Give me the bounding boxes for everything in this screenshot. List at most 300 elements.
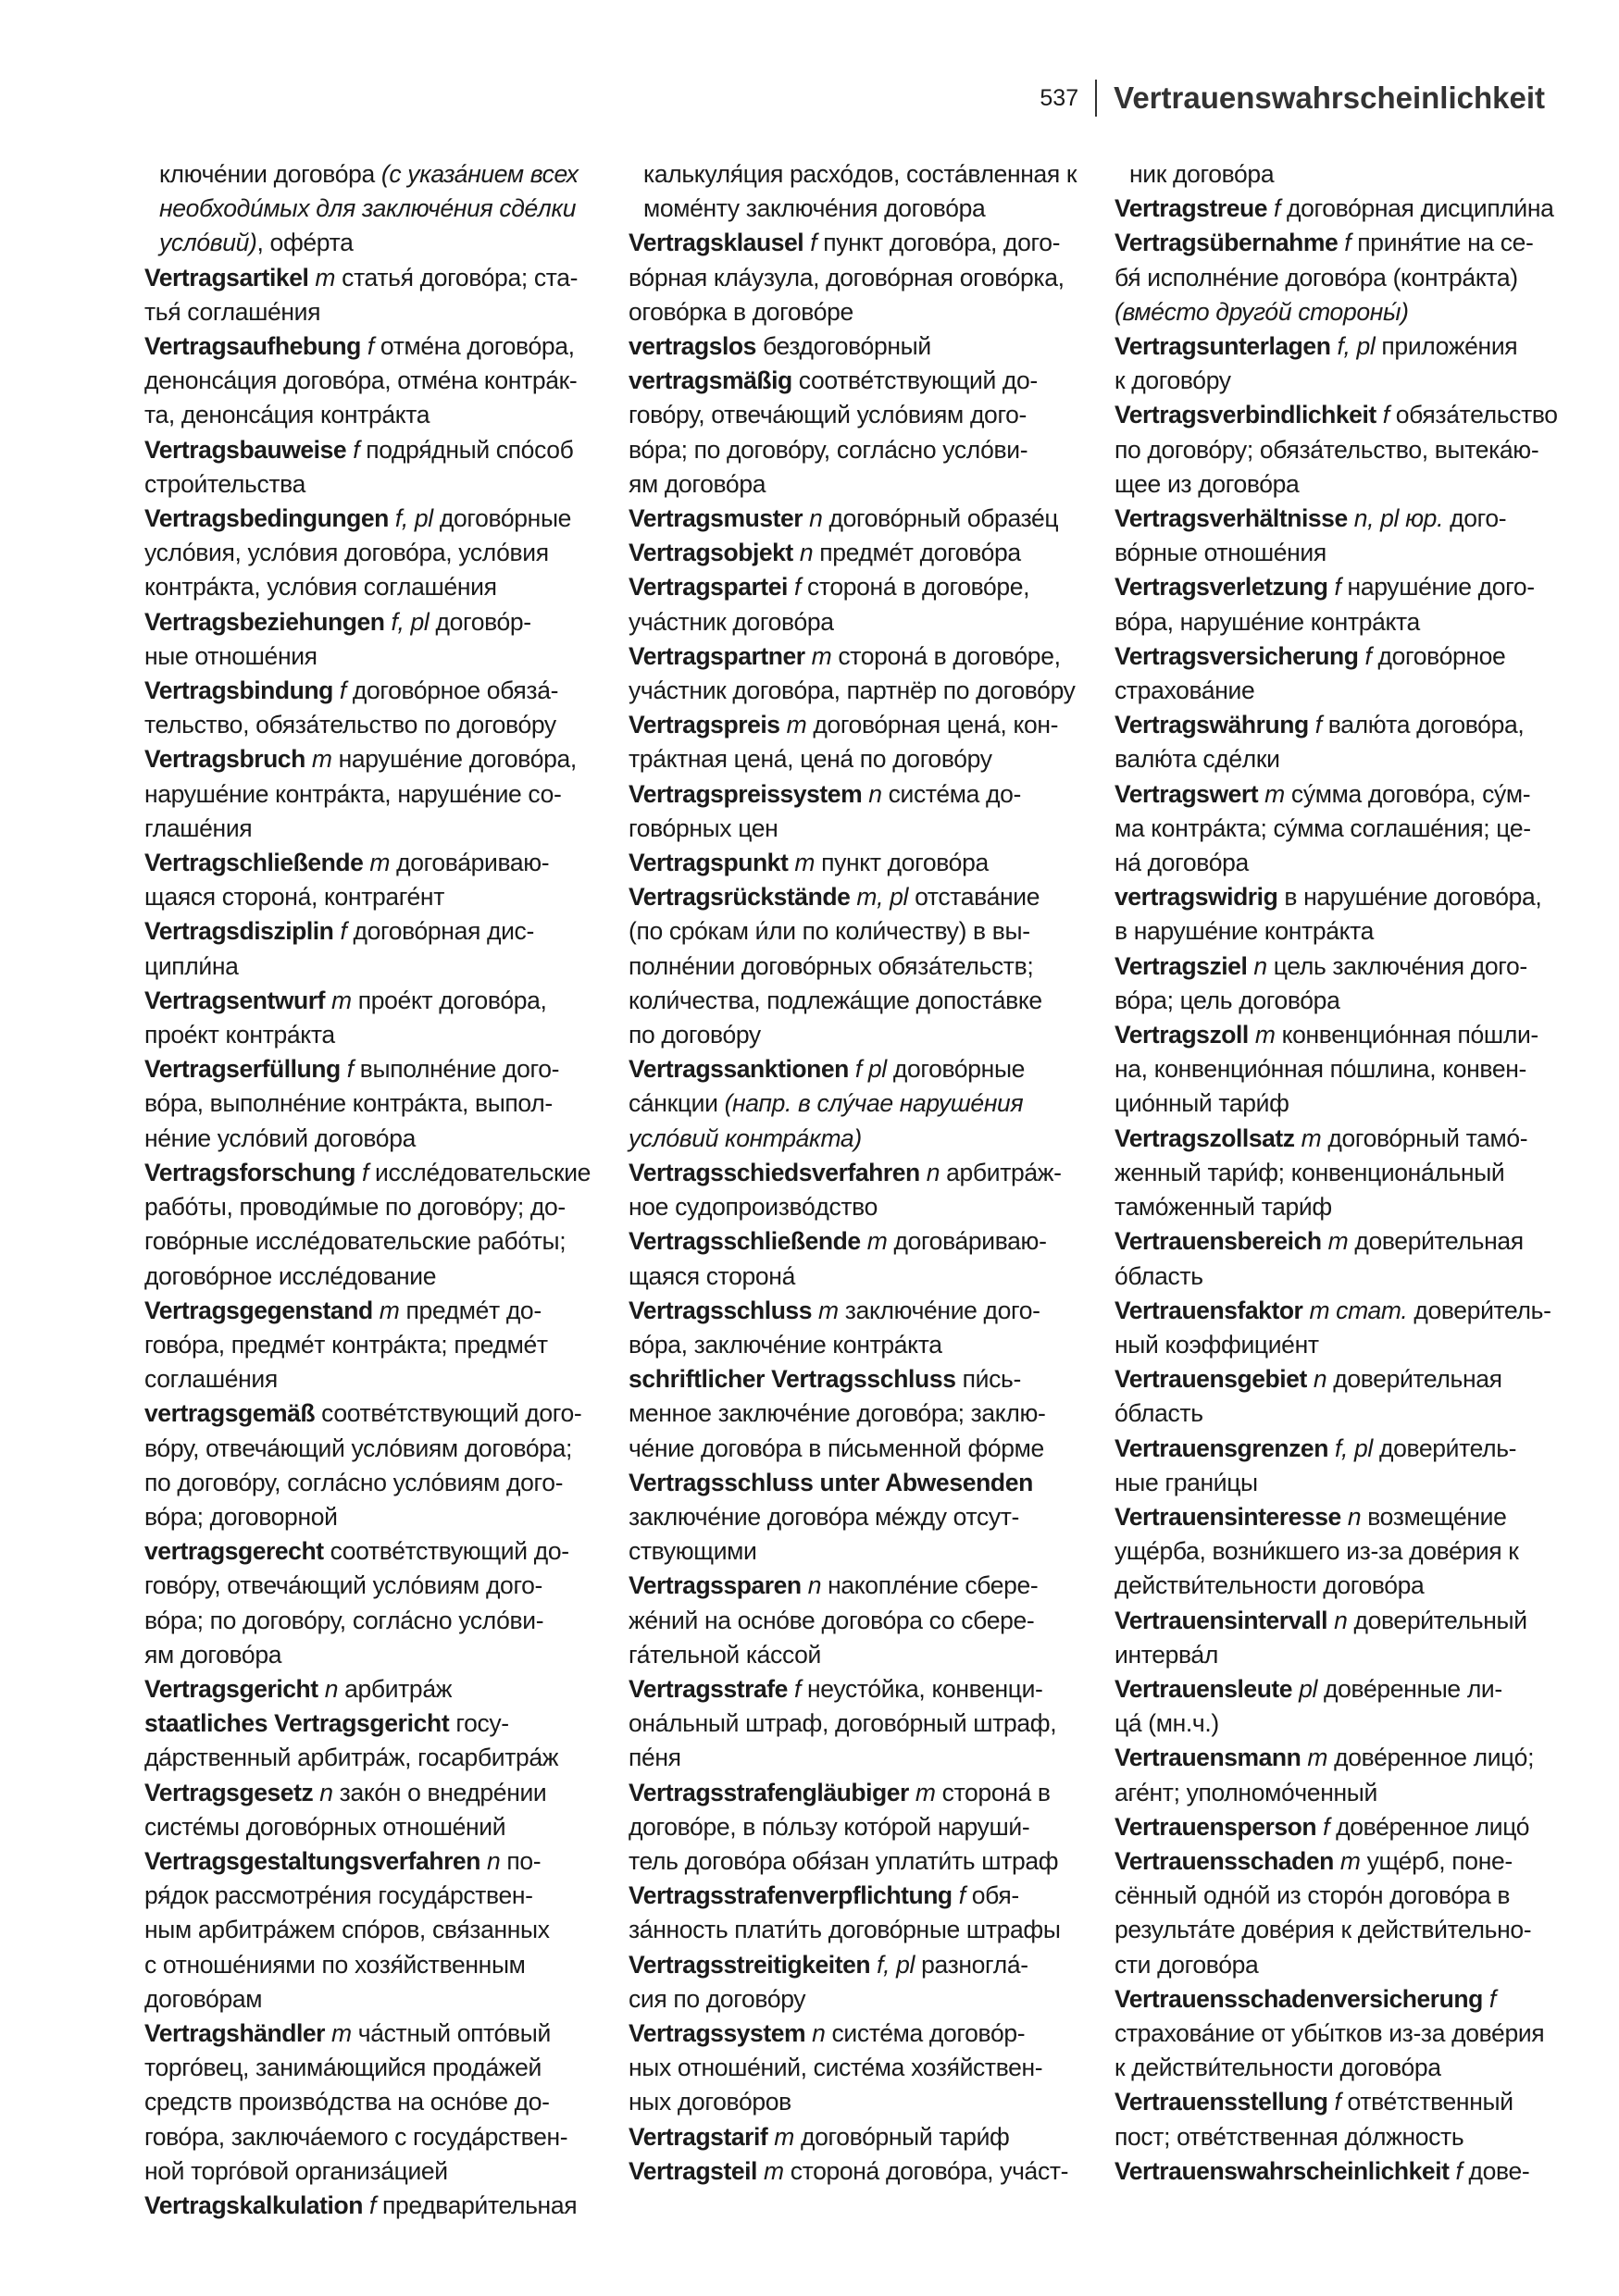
definition-text: догово́рная цена́, кон- xyxy=(806,711,1059,739)
definition-text: моме́нту заключе́ния догово́ра xyxy=(643,194,986,223)
grammar-label: n xyxy=(1347,1502,1362,1531)
definition-text: ный коэффицие́нт xyxy=(1115,1330,1319,1359)
definition-text: предвари́тельная xyxy=(375,2191,578,2219)
dictionary-entry xyxy=(629,1569,1077,1672)
definition-text: догово́рная дисципли́на xyxy=(1280,194,1554,223)
dictionary-entry xyxy=(629,639,1077,708)
definition-text: во́рная кла́узула, догово́рная огово́рка, xyxy=(629,263,1065,292)
definition-text: предме́т догово́ра xyxy=(813,539,1021,567)
grammar-label: m xyxy=(811,641,832,670)
dictionary-entry xyxy=(144,1776,593,1844)
headword: Vertragsschließende xyxy=(629,1227,861,1256)
definition-text: полне́нии догово́рных обяза́тельств; xyxy=(629,951,1034,980)
definition-text: тра́ктная цена́, цена́ по догово́ру xyxy=(629,745,992,774)
definition-text: строи́тельства xyxy=(144,469,305,498)
dictionary-entry xyxy=(144,1534,593,1672)
definition-text: же́ний на осно́ве догово́ра со сбере- xyxy=(629,1606,1035,1634)
headword: Vertrauensschaden xyxy=(1115,1846,1334,1875)
definition-text: во́ру, отвеча́ющий усло́виям догово́ра; xyxy=(144,1433,573,1462)
definition-text: гово́ра, заключа́емого с госуда́рствен- xyxy=(144,2122,568,2151)
definition-text: ря́док рассмотре́ния госуда́рствен- xyxy=(144,1881,533,1910)
grammar-label: f xyxy=(1382,401,1389,429)
definition-text: догово́р- xyxy=(429,607,531,636)
headword: Vertragspreissystem xyxy=(629,779,863,808)
definition-text: да́рственный арбитра́ж, госарбитра́ж xyxy=(144,1744,559,1772)
definition-text: глаше́ния xyxy=(144,813,253,842)
definition-text: щаяся сторона́, контраге́нт xyxy=(144,883,444,912)
grammar-label: f xyxy=(361,1158,368,1186)
definition-text: пост; отве́тственная до́лжность xyxy=(1115,2122,1464,2151)
definition-text: гово́ру, отвеча́ющий усло́виям дого- xyxy=(629,401,1027,429)
header-divider xyxy=(1095,80,1097,117)
dictionary-entry xyxy=(144,846,593,914)
dictionary-entry xyxy=(629,1052,1077,1156)
headword: Vertragsgericht xyxy=(144,1674,318,1703)
definition-text: гово́рных цен xyxy=(629,813,778,842)
headword: Vertragsgegenstand xyxy=(144,1296,373,1324)
definition-text: пи́сь- xyxy=(955,1365,1021,1394)
dictionary-entry xyxy=(1115,1810,1563,1844)
definition-text: ма контра́кта; су́мма соглаше́ния; це- xyxy=(1115,813,1531,842)
definition-text: отме́на догово́ра, xyxy=(373,332,575,361)
definition-text: систе́ма догово́р- xyxy=(825,2018,1026,2047)
headword: Vertragsbeziehungen xyxy=(144,607,385,636)
headword: vertragsmäßig xyxy=(629,366,792,395)
grammar-label: f xyxy=(810,229,817,257)
grammar-label: f xyxy=(340,917,347,946)
headword: Vertragsbedingungen xyxy=(144,504,389,533)
definition-text: догово́рам xyxy=(144,1984,263,2013)
definition-text: конвенцио́нная по́шли- xyxy=(1275,1021,1538,1049)
definition-text: во́ра; договорной xyxy=(144,1502,338,1531)
running-header xyxy=(1040,80,1545,117)
definition-text: денонса́ция догово́ра, отме́на контра́к- xyxy=(144,366,578,395)
dictionary-entry xyxy=(629,846,1077,880)
definition-text: уча́стник догово́ра, партнёр по догово́ру xyxy=(629,676,1076,705)
definition-text: сти догово́ра xyxy=(1115,1950,1259,1979)
headword: Vertragsmuster xyxy=(629,504,803,533)
usage-note: (напр. в слу́чае наруше́ния xyxy=(724,1089,1024,1118)
definition-text: бездогово́рный xyxy=(755,332,931,361)
definition-text: догова́риваю- xyxy=(887,1227,1047,1256)
definition-text: прое́кт догово́ра, xyxy=(351,986,547,1014)
dictionary-entry xyxy=(144,1294,593,1397)
definition-text: бя́ исполне́ние догово́ра (контра́кта) xyxy=(1115,263,1518,292)
grammar-label: m xyxy=(331,2018,352,2047)
definition-text: ных догово́ров xyxy=(629,2088,791,2116)
grammar-label: n xyxy=(324,1674,339,1703)
dictionary-entry xyxy=(1115,1844,1563,1982)
headword: Vertragsgesetz xyxy=(144,1778,314,1806)
sub-headword: Vertragsschluss unter Abwesenden xyxy=(629,1468,1033,1496)
headword: Vertrauensstellung xyxy=(1115,2088,1328,2116)
dictionary-entry xyxy=(144,984,593,1052)
headword: Vertrauensbereich xyxy=(1115,1227,1322,1256)
definition-text: страхова́ние от убы́тков из-за дове́рия xyxy=(1115,2018,1545,2047)
headword: Vertragsentwurf xyxy=(144,986,326,1014)
definition-text: гово́рные иссле́довательские рабо́ты; xyxy=(144,1227,567,1256)
definition-text: во́ра; по догово́ру, согла́сно усло́ви- xyxy=(144,1606,544,1634)
definition-text: догово́ре, в по́льзу кото́рой наруши́- xyxy=(629,1812,1030,1841)
headword: Vertrauensgrenzen xyxy=(1115,1433,1328,1462)
definition-text: заключе́ние догово́ра ме́жду отсут- xyxy=(629,1502,1020,1531)
dictionary-entry xyxy=(1115,329,1563,398)
grammar-label: m xyxy=(818,1296,839,1324)
grammar-label: f xyxy=(346,1055,354,1084)
definition-text: соотве́тствующий до- xyxy=(323,1537,569,1566)
dictionary-entry xyxy=(144,2017,593,2189)
headword: Vertrauensinteresse xyxy=(1115,1502,1341,1531)
headword: Vertragsaufhebung xyxy=(144,332,361,361)
definition-text: сторона́ в догово́ре, xyxy=(831,641,1061,670)
grammar-label: m, pl xyxy=(856,883,909,912)
definition-text: пункт догово́ра, дого- xyxy=(816,229,1061,257)
definition-text: зако́н о внедре́нии xyxy=(332,1778,547,1806)
definition-text: действи́тельности догово́ра xyxy=(1115,1571,1425,1600)
definition-text: менное заключе́ние догово́ра; заклю- xyxy=(629,1399,1046,1428)
definition-text: иссле́довательские xyxy=(368,1158,592,1186)
definition-text: отве́тственный xyxy=(1340,2088,1513,2116)
dictionary-entry xyxy=(629,777,1077,846)
dictionary-entry xyxy=(144,2189,593,2223)
definition-text: догово́рное иссле́дование xyxy=(144,1261,437,1290)
grammar-label: f xyxy=(1344,229,1351,257)
definition-text: систе́мы догово́рных отноше́ний xyxy=(144,1812,506,1841)
dictionary-entry xyxy=(1115,226,1563,329)
dictionary-entry xyxy=(629,1224,1077,1293)
grammar-label: n xyxy=(809,504,823,533)
definition-text: за́нность плати́ть догово́рные штрафы xyxy=(629,1916,1061,1944)
definition-text: валю́та сде́лки xyxy=(1115,745,1280,774)
definition-text: отстава́ние xyxy=(908,883,1040,912)
definition-text: по- xyxy=(500,1846,542,1875)
definition-text: в наруше́ние контра́кта xyxy=(1115,917,1375,946)
grammar-label: n xyxy=(1334,1606,1348,1634)
dictionary-entry xyxy=(1115,777,1563,881)
definition-text: сённый одно́й из сторо́н догово́ра в xyxy=(1115,1881,1511,1910)
headword: Vertragsartikel xyxy=(144,263,309,292)
definition-text: , офе́рта xyxy=(256,229,354,257)
definition-text: наруше́ние дого- xyxy=(1340,573,1535,602)
grammar-label: f xyxy=(1334,2088,1341,2116)
dictionary-entry xyxy=(144,742,593,846)
definition-text: тельство, обяза́тельство по догово́ру xyxy=(144,711,556,739)
headword: Vertrauensintervall xyxy=(1115,1606,1328,1634)
definition-text: уча́стник догово́ра xyxy=(629,607,834,636)
dictionary-entry xyxy=(629,329,1077,364)
headword: Vertrauensschadenversicherung xyxy=(1115,1984,1483,2013)
definition-text: довери́тель- xyxy=(1407,1296,1551,1324)
definition-text: ным арбитра́жем спо́ров, свя́занных xyxy=(144,1916,550,1944)
definition-text: тель догово́ра обя́зан уплати́ть штраф xyxy=(629,1846,1059,1875)
dictionary-entry xyxy=(629,1156,1077,1224)
definition-text: догово́рный образе́ц xyxy=(822,504,1059,533)
headword: Vertragswert xyxy=(1115,779,1259,808)
headword: Vertragshändler xyxy=(144,2018,326,2047)
dictionary-entry xyxy=(1115,1224,1563,1293)
dictionary-entry xyxy=(1115,1362,1563,1431)
grammar-label: f, pl xyxy=(1337,332,1376,361)
definition-text: довери́тельный xyxy=(1347,1606,1527,1634)
definition-text: догово́рное xyxy=(1371,641,1506,670)
definition-text: на, конвенцио́нная по́шлина, конвен- xyxy=(1115,1055,1527,1084)
sub-headword: staatliches Vertragsgericht xyxy=(144,1709,450,1738)
definition-text: контра́кта, усло́вия соглаше́ния xyxy=(144,573,497,602)
headword: Vertragsziel xyxy=(1115,951,1248,980)
grammar-label: m xyxy=(1301,1123,1322,1152)
definition-text: су́мма догово́ра, су́м- xyxy=(1284,779,1531,808)
definition-text: сия по догово́ру xyxy=(629,1984,806,2013)
definition-text: подря́дный спо́соб xyxy=(359,435,574,464)
dictionary-entry xyxy=(1115,502,1563,570)
definition-text: цио́нный тари́ф xyxy=(1115,1089,1289,1118)
grammar-label: f xyxy=(1334,573,1341,602)
definition-text: щее из догово́ра xyxy=(1115,469,1300,498)
definition-text: систе́ма до- xyxy=(881,779,1021,808)
entry-continuation xyxy=(1115,157,1563,192)
definition-text: коли́чества, подлежа́щие допоста́вке xyxy=(629,986,1042,1014)
headword: vertragsgerecht xyxy=(144,1537,324,1566)
definition-text: наруше́ние контра́кта, наруше́ние со- xyxy=(144,779,562,808)
grammar-label: n xyxy=(486,1846,501,1875)
definition-text: ча́стный опто́вый xyxy=(351,2018,551,2047)
definition-text: ствующими xyxy=(629,1537,757,1566)
definition-text: приложе́ния xyxy=(1375,332,1518,361)
definition-text: во́ра; цель догово́ра xyxy=(1115,986,1340,1014)
dictionary-entry xyxy=(1115,2154,1563,2189)
headword: Vertragsforschung xyxy=(144,1158,355,1186)
dictionary-entry xyxy=(144,433,593,502)
headword: Vertragsunterlagen xyxy=(1115,332,1331,361)
definition-text: та, денонса́ция контра́кта xyxy=(144,401,430,429)
definition-text: ям догово́ра xyxy=(629,469,766,498)
headword: Vertragsstreitigkeiten xyxy=(629,1950,871,1979)
grammar-label: m xyxy=(369,849,391,877)
headword: Vertragsklausel xyxy=(629,229,804,257)
definition-text: догово́рная дис- xyxy=(346,917,534,946)
dictionary-entry xyxy=(1115,2085,1563,2153)
dictionary-entry xyxy=(629,708,1077,776)
headword: Vertragsobjekt xyxy=(629,539,793,567)
definition-text: догово́рные xyxy=(886,1055,1026,1084)
definition-text: во́рные отноше́ния xyxy=(1115,539,1326,567)
grammar-label: f, pl xyxy=(391,607,430,636)
dictionary-entry xyxy=(144,1052,593,1156)
usage-note: (с указа́нием всех xyxy=(380,160,579,188)
definition-text: довери́тель- xyxy=(1372,1433,1517,1462)
definition-text: рабо́ты, проводи́мые по догово́ру; до- xyxy=(144,1193,566,1222)
dictionary-entry xyxy=(1115,1672,1563,1741)
definition-text: во́ра; по догово́ру, согла́сно усло́ви- xyxy=(629,435,1028,464)
dictionary-entry xyxy=(629,502,1077,536)
dictionary-entry xyxy=(1115,949,1563,1018)
grammar-label: m xyxy=(311,745,332,774)
dictionary-entry xyxy=(144,1844,593,2017)
grammar-label: m xyxy=(1307,1744,1328,1772)
grammar-label: n xyxy=(868,779,882,808)
definition-text: не́ние усло́вий догово́ра xyxy=(144,1123,416,1152)
dictionary-entry xyxy=(1115,1982,1563,2086)
definition-text: арбитра́ж- xyxy=(940,1158,1062,1186)
dictionary-entry xyxy=(629,364,1077,502)
grammar-label: n xyxy=(319,1778,333,1806)
dictionary-entry xyxy=(629,2120,1077,2154)
definition-text: возмеще́ние xyxy=(1361,1502,1507,1531)
grammar-label: m xyxy=(774,2122,795,2151)
dictionary-entry xyxy=(629,226,1077,329)
definition-text: к действи́тельности догово́ра xyxy=(1115,2054,1441,2082)
headword: Vertragsstrafengläubiger xyxy=(629,1778,909,1806)
dictionary-entry xyxy=(1115,1500,1563,1604)
dictionary-entry xyxy=(1115,639,1563,708)
grammar-label: f xyxy=(1314,711,1322,739)
grammar-label: n, pl юр. xyxy=(1353,504,1444,533)
grammar-label: f xyxy=(958,1881,965,1910)
definition-text: дого- xyxy=(1443,504,1507,533)
definition-text: уще́рб, поне- xyxy=(1360,1846,1513,1875)
usage-note: необходи́мых для заключе́ния сде́лки xyxy=(159,194,577,223)
dictionary-entry xyxy=(1115,570,1563,639)
dictionary-entry xyxy=(144,1396,593,1534)
dictionary-entry xyxy=(1115,1294,1563,1362)
definition-text: догово́рное обяза́- xyxy=(345,676,559,705)
headword: Vertragsbruch xyxy=(144,745,305,774)
definition-text: ца́ (мн.ч.) xyxy=(1115,1709,1219,1738)
definition-text: предме́т до- xyxy=(399,1296,542,1324)
headword: Vertragsbindung xyxy=(144,676,333,705)
dictionary-entry xyxy=(1115,398,1563,502)
dictionary-column-3 xyxy=(1115,157,1563,2189)
page-number: 537 xyxy=(1040,84,1079,111)
headword: Vertrauensfaktor xyxy=(1115,1296,1303,1324)
headword: Vertragssystem xyxy=(629,2018,806,2047)
dictionary-entry xyxy=(629,1672,1077,1776)
headword: Vertragssparen xyxy=(629,1571,802,1600)
headword: Vertragsschiedsverfahren xyxy=(629,1158,920,1186)
headword: Vertragsstrafe xyxy=(629,1674,788,1703)
dictionary-entry xyxy=(1115,880,1563,949)
grammar-label: m xyxy=(1339,1846,1361,1875)
definition-text: аге́нт; уполномо́ченный xyxy=(1115,1778,1377,1806)
definition-text: выполне́ние дого- xyxy=(353,1055,560,1084)
grammar-label: n xyxy=(1253,951,1267,980)
grammar-label: m xyxy=(915,1778,936,1806)
definition-text: статья́ догово́ра; ста- xyxy=(335,263,579,292)
definition-text: тья́ соглаше́ния xyxy=(144,297,321,326)
dictionary-entry xyxy=(144,1672,593,1776)
definition-text: сторона́ в догово́ре, xyxy=(800,573,1030,602)
definition-text: обяза́тельство xyxy=(1389,401,1558,429)
dictionary-entry xyxy=(629,536,1077,570)
definition-text: ник догово́ра xyxy=(1129,160,1275,188)
dictionary-entry xyxy=(629,1776,1077,1880)
definition-text: приня́тие на се- xyxy=(1351,229,1534,257)
entry-continuation xyxy=(629,157,1077,226)
definition-text: по догово́ру; обяза́тельство, вытека́ю- xyxy=(1115,435,1539,464)
headword: Vertragszollsatz xyxy=(1115,1123,1295,1152)
definition-text: дове- xyxy=(1462,2156,1530,2185)
grammar-label: m xyxy=(331,986,352,1014)
dictionary-entry xyxy=(629,1294,1077,1570)
definition-text: она́льный штраф, догово́рный штраф, xyxy=(629,1709,1057,1738)
headword: vertragsgemäß xyxy=(144,1399,316,1428)
dictionary-entry xyxy=(1115,1604,1563,1672)
grammar-label: n xyxy=(799,539,814,567)
headword: vertragslos xyxy=(629,332,756,361)
definition-text: догова́риваю- xyxy=(390,849,550,877)
grammar-label: n xyxy=(926,1158,940,1186)
definition-text: в наруше́ние догово́ра, xyxy=(1277,883,1542,912)
headword: Vertragsstrafenverpflichtung xyxy=(629,1881,953,1910)
definition-text: во́ра, заключе́ние контра́кта xyxy=(629,1330,942,1359)
headword: Vertragspartei xyxy=(629,573,788,602)
grammar-label: f xyxy=(1274,194,1281,223)
definition-text: щаяся сторона́ xyxy=(629,1261,795,1290)
dictionary-entry xyxy=(144,329,593,433)
headword: Vertragsteil xyxy=(629,2156,757,2185)
definition-text: гово́ра, предме́т контра́кта; предме́т xyxy=(144,1330,548,1359)
dictionary-entry xyxy=(629,570,1077,639)
definition-text: догово́рные xyxy=(432,504,572,533)
definition-text: обя- xyxy=(965,1881,1019,1910)
headword: Vertragssanktionen xyxy=(629,1055,849,1084)
definition-text: во́ра, выполне́ние контра́кта, выпол- xyxy=(144,1089,553,1118)
dictionary-entry xyxy=(1115,192,1563,226)
dictionary-entry xyxy=(144,502,593,605)
grammar-label: m xyxy=(763,2156,784,2185)
definition-text: пе́ня xyxy=(629,1744,681,1772)
headword: Vertragstreue xyxy=(1115,194,1268,223)
dictionary-entry xyxy=(629,2154,1077,2189)
definition-text: довери́тельная xyxy=(1348,1227,1524,1256)
headword: Vertragsversicherung xyxy=(1115,641,1359,670)
entry-continuation xyxy=(144,157,593,261)
dictionary-entry xyxy=(629,1948,1077,2017)
definition-text: соотве́тствующий до- xyxy=(791,366,1038,395)
grammar-label: m xyxy=(794,849,816,877)
definition-text: разногла́- xyxy=(915,1950,1028,1979)
definition-text: ной торго́вой организа́цией xyxy=(144,2156,448,2185)
definition-text: огово́рка в догово́ре xyxy=(629,297,853,326)
dictionary-entry xyxy=(1115,1741,1563,1809)
definition-text: прое́кт контра́кта xyxy=(144,1021,335,1049)
headword: Vertragsverletzung xyxy=(1115,573,1328,602)
definition-text: неусто́йка, конвенци- xyxy=(800,1674,1043,1703)
headword: Vertragsübernahme xyxy=(1115,229,1339,257)
dictionary-entry xyxy=(144,914,593,983)
definition-text: результа́те дове́рия к действи́тельно- xyxy=(1115,1916,1532,1944)
headword: Vertrauensperson xyxy=(1115,1812,1317,1841)
definition-text: ключе́нии догово́ра xyxy=(159,160,381,188)
usage-note: (вме́сто друго́й стороны́) xyxy=(1115,297,1409,326)
grammar-label: f xyxy=(1455,2156,1463,2185)
headword: Vertragstarif xyxy=(629,2122,768,2151)
definition-text: сторона́ в xyxy=(935,1778,1051,1806)
grammar-label: f, pl xyxy=(394,504,433,533)
definition-text: с отноше́ниями по хозя́йственным xyxy=(144,1950,526,1979)
definition-text: к догово́ру xyxy=(1115,366,1231,395)
dictionary-entry xyxy=(629,880,1077,1052)
grammar-label: m xyxy=(315,263,336,292)
grammar-label: m xyxy=(866,1227,888,1256)
grammar-label: f xyxy=(339,676,346,705)
definition-text: ям догово́ра xyxy=(144,1640,282,1669)
headword: Vertragswährung xyxy=(1115,711,1309,739)
grammar-label: f xyxy=(367,332,374,361)
definition-text: цель заключе́ния дого- xyxy=(1266,951,1527,980)
headword: Vertragschließende xyxy=(144,849,364,877)
grammar-label: f xyxy=(1488,1984,1496,2013)
